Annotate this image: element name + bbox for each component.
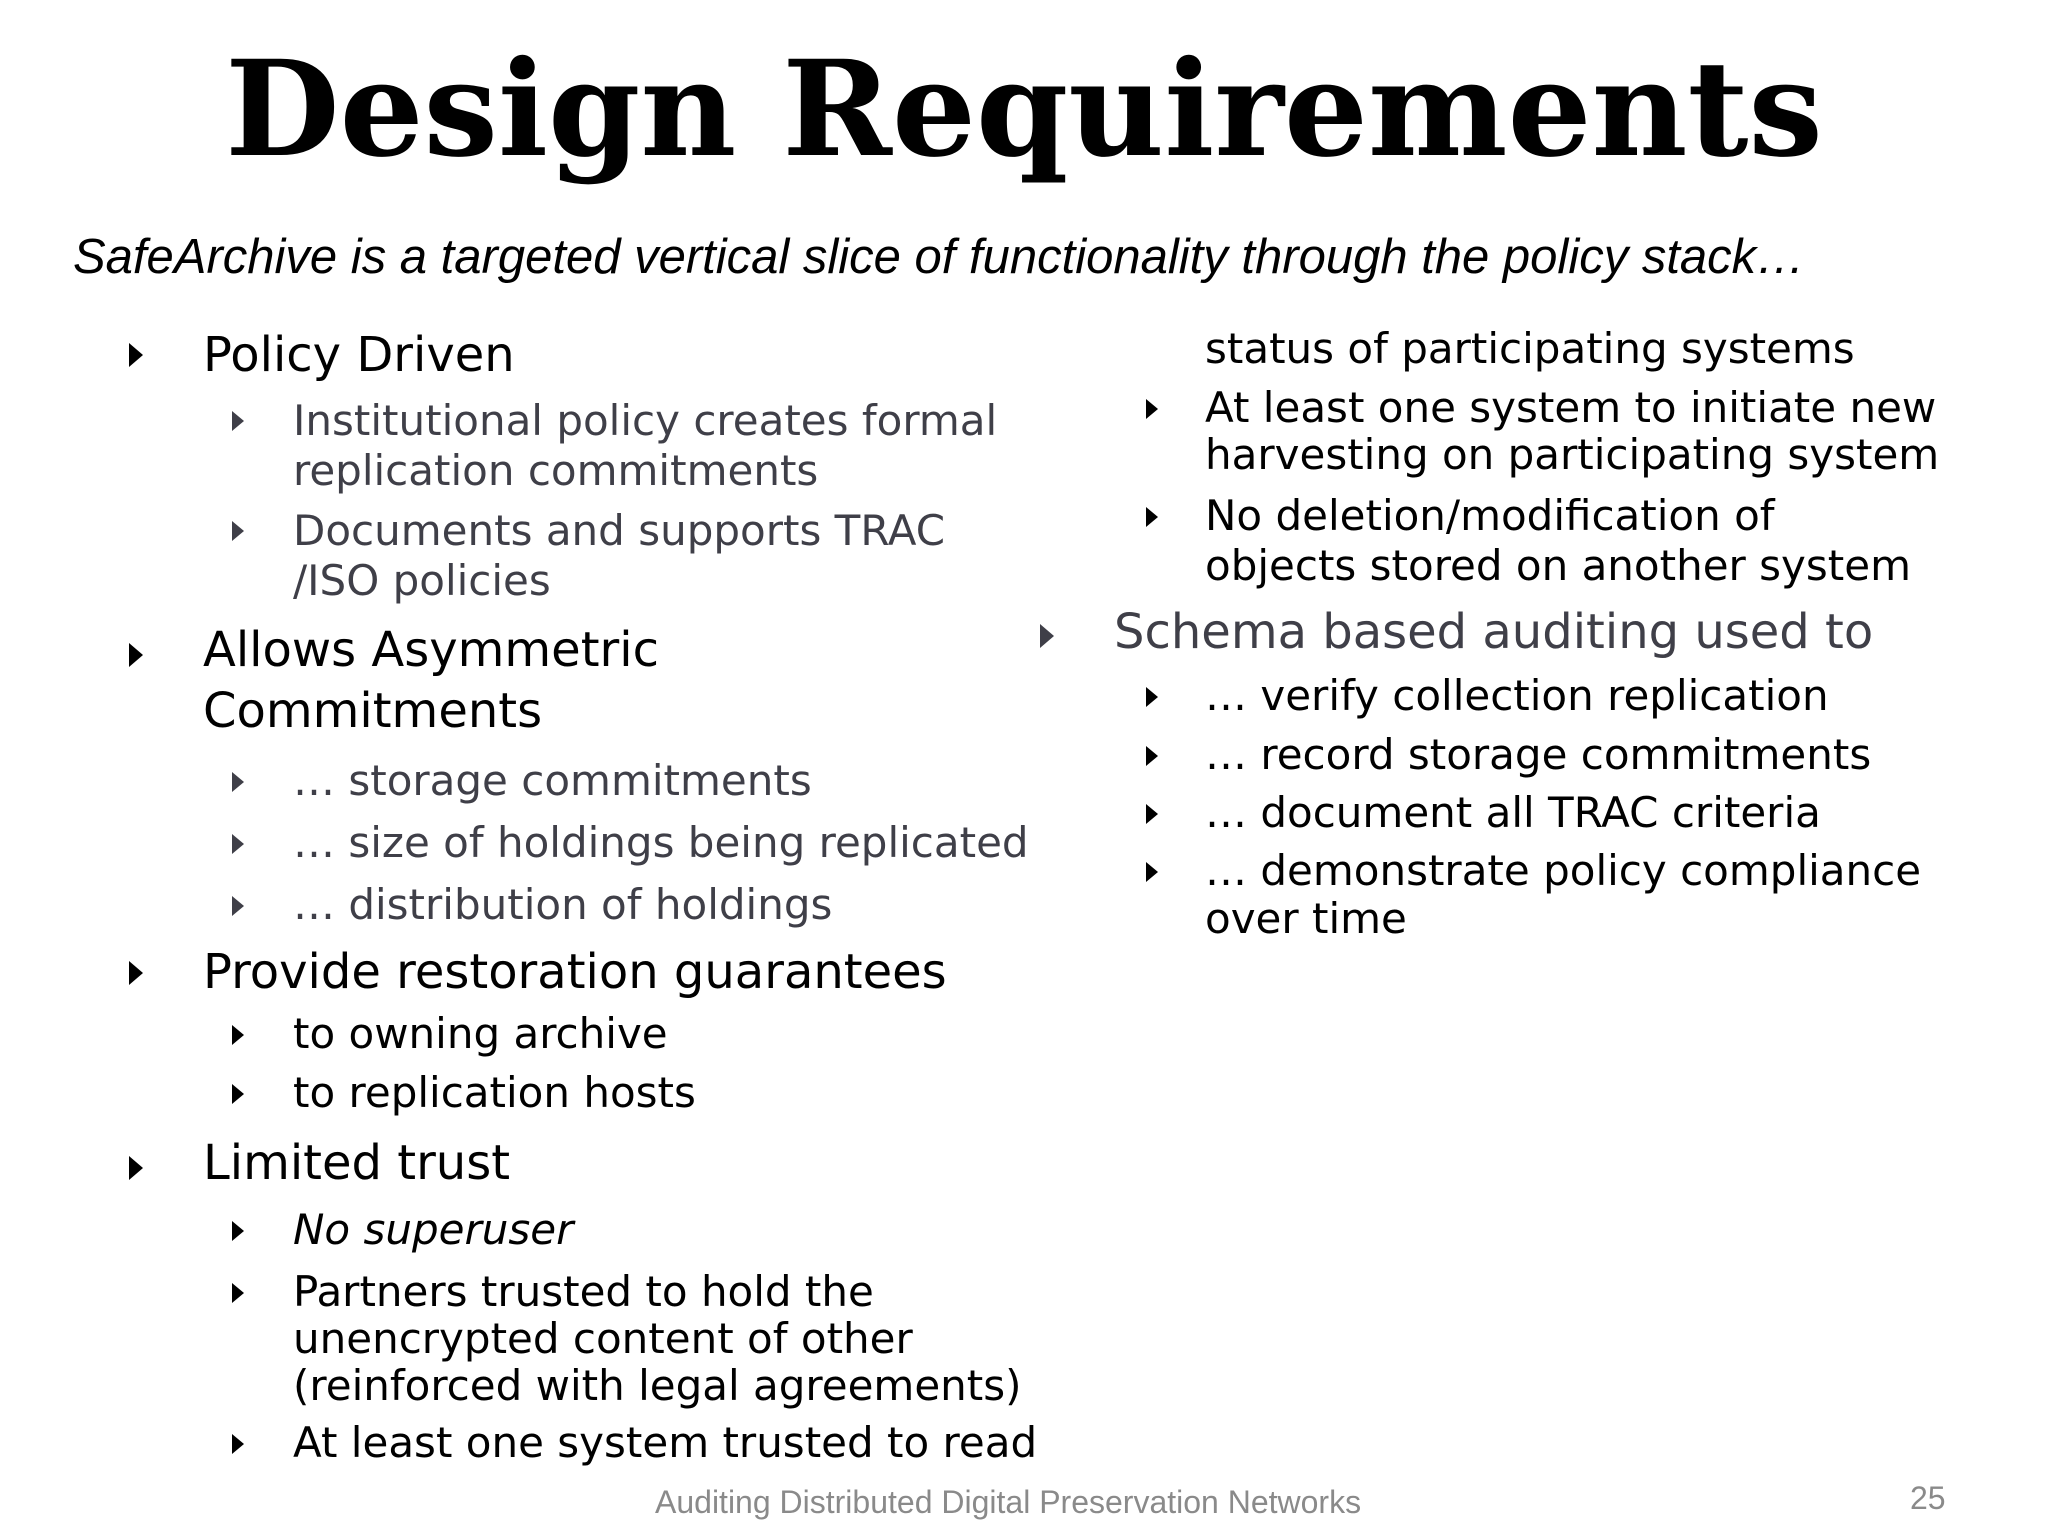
bullet-trac-iso: Documents and supports TRAC <box>293 506 946 555</box>
bullet-arrow-icon <box>1146 687 1158 707</box>
bullet-institutional-policy: Institutional policy creates formal <box>293 396 998 445</box>
bullet-arrow-icon <box>1146 507 1158 527</box>
slide-title: Design Requirements <box>225 32 1823 187</box>
slide-subtitle: SafeArchive is a targeted vertical slice of functionality through the policy stack… <box>73 230 1806 284</box>
bullet-arrow-icon <box>129 961 143 985</box>
bullet-no-deletion: No deletion/modification of <box>1205 491 1775 540</box>
bullet-schema-auditing: Schema based auditing used to <box>1114 604 1874 660</box>
bullet-verify-replication: … verify collection replication <box>1205 671 1829 720</box>
bullet-arrow-icon <box>232 1025 244 1045</box>
bullet-partners-trusted-cont: unencrypted content of other <box>293 1314 913 1363</box>
bullet-arrow-icon <box>232 834 244 854</box>
bullet-asymmetric-cont: Commitments <box>203 683 543 739</box>
bullet-arrow-icon <box>232 1434 244 1454</box>
bullet-policy-compliance-cont: over time <box>1205 894 1407 943</box>
bullet-limited-trust: Limited trust <box>203 1135 511 1191</box>
bullet-no-deletion-cont: objects stored on another system <box>1205 541 1912 590</box>
bullet-storage-commitments: … storage commitments <box>293 756 812 805</box>
bullet-partners-trusted: Partners trusted to hold the <box>293 1267 874 1316</box>
bullet-document-trac: … document all TRAC criteria <box>1205 788 1821 837</box>
bullet-arrow-icon <box>232 896 244 916</box>
bullet-initiate-harvesting: At least one system to initiate new <box>1205 383 1937 432</box>
bullet-trac-iso-cont: /ISO policies <box>293 556 551 605</box>
bullet-arrow-icon <box>232 772 244 792</box>
page-number: 25 <box>1910 1480 1946 1516</box>
bullet-restoration: Provide restoration guarantees <box>203 944 947 1000</box>
bullet-arrow-icon <box>232 1283 244 1303</box>
bullet-arrow-icon <box>232 521 244 541</box>
bullet-arrow-icon <box>1146 862 1158 882</box>
bullet-arrow-icon <box>129 343 143 367</box>
bullet-no-superuser: No superuser <box>293 1205 574 1254</box>
bullet-institutional-policy-cont: replication commitments <box>293 446 819 495</box>
bullet-arrow-icon <box>129 1156 143 1180</box>
bullet-partners-trusted-cont2: (reinforced with legal agreements) <box>293 1361 1022 1410</box>
bullet-arrow-icon <box>232 411 244 431</box>
bullet-replication-hosts: to replication hosts <box>293 1068 696 1117</box>
slide-footer: Auditing Distributed Digital Preservation Networks <box>655 1484 1362 1520</box>
bullet-arrow-icon <box>1040 624 1054 648</box>
bullet-distribution-holdings: … distribution of holdings <box>293 880 833 929</box>
bullet-arrow-icon <box>1146 746 1158 766</box>
bullet-policy-driven: Policy Driven <box>203 327 515 383</box>
bullet-asymmetric: Allows Asymmetric <box>203 622 659 678</box>
bullet-arrow-icon <box>1146 399 1158 419</box>
bullet-arrow-icon <box>1146 804 1158 824</box>
bullet-one-system-read-cont: status of participating systems <box>1205 324 1855 373</box>
bullet-arrow-icon <box>232 1084 244 1104</box>
bullet-record-storage: … record storage commitments <box>1205 730 1872 779</box>
bullet-policy-compliance: … demonstrate policy compliance <box>1205 846 1922 895</box>
bullet-initiate-harvesting-cont: harvesting on participating system <box>1205 430 1940 479</box>
bullet-arrow-icon <box>129 643 143 667</box>
bullet-owning-archive: to owning archive <box>293 1009 668 1058</box>
bullet-arrow-icon <box>232 1221 244 1241</box>
bullet-one-system-read: At least one system trusted to read <box>293 1418 1038 1467</box>
bullet-size-holdings: … size of holdings being replicated <box>293 818 1029 867</box>
